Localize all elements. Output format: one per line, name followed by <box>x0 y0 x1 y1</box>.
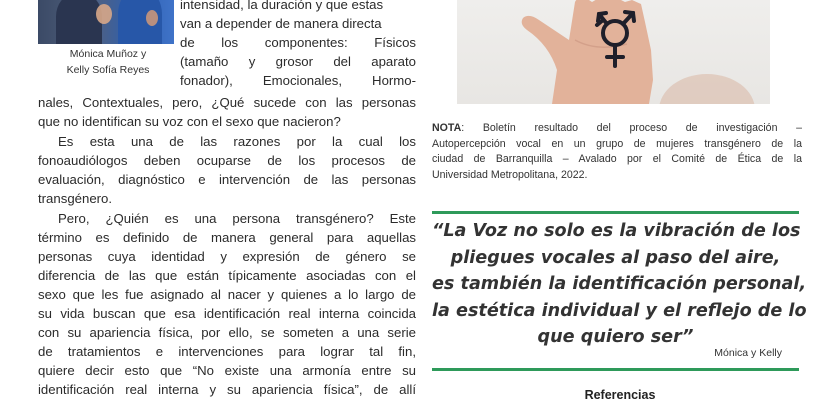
author-face-left <box>96 4 112 24</box>
pull-quote <box>432 218 807 351</box>
body-line: intensidad, la duración y que estas <box>180 0 384 12</box>
nota-line-text: : Boletín resultado del proceso de investigación – <box>461 122 802 134</box>
nota-line <box>432 121 802 137</box>
body-line: evaluación, diagnóstico e intervención de las personas <box>38 172 416 187</box>
nota-label: NOTA <box>432 122 462 134</box>
quote-top-rule <box>432 211 799 214</box>
nota-line: Universidad Metropolitana, 2022. <box>432 168 588 181</box>
body-line: identificación real interna y su apariencia física”, de allí <box>38 382 416 397</box>
body-line: Es esta una de las razones por la cual los <box>58 134 416 149</box>
quote-author: Mónica y Kelly <box>714 347 782 359</box>
body-line: de los componentes: Físicos <box>180 35 416 50</box>
body-line: transgénero. <box>38 191 113 206</box>
body-line: término es definido de manera general para aquellas <box>38 230 416 245</box>
nota-line: ciudad de Barranquilla – Avalado por el Comité de Ética de la <box>432 153 802 165</box>
body-line: de tratamientos e intervenciones para lograr tal fin, <box>38 344 416 359</box>
body-line: Pero, ¿Quién es una persona transgénero? Este <box>58 211 416 226</box>
body-line: quiere decir esto que “No existe una armonía entre su <box>38 363 416 378</box>
quote-line: la estética individual y el reflejo de lo <box>432 300 807 321</box>
quote-line: que quiero ser” <box>537 327 694 347</box>
body-line: fonoaudiólogos deben ocuparse de los procesos de <box>38 153 416 168</box>
body-line: diferencia de las que están típicamente asociadas con el <box>38 268 416 283</box>
caption-line: Kelly Sofía Reyes <box>66 64 150 76</box>
photo-caption <box>38 46 178 78</box>
body-line: sexo que les fue asignado al nacer y quienes a lo largo de <box>38 287 416 302</box>
body-line: su vida buscan que esa identificación real interna coincida <box>38 306 416 321</box>
body-line: que no identifican su voz con el sexo que nacieron? <box>38 114 341 129</box>
nota-note <box>432 121 802 183</box>
quote-line: es también la identificación personal, <box>432 274 807 294</box>
authors-photo <box>38 0 174 44</box>
body-line: personas cuya identidad y expresión de género se <box>38 249 416 264</box>
body-line: con su apariencia física, por ello, se someten a una serie <box>38 325 416 340</box>
body-line: nales, Contextuales, pero, ¿Qué sucede con las personas <box>38 95 416 110</box>
body-line: (tamaño y grosor del aparato <box>180 54 416 69</box>
body-line: fonador), Emocionales, Hormo- <box>180 73 416 88</box>
caption-line: Mónica Muñoz y <box>69 48 147 60</box>
body-line: van a depender de manera directa <box>180 16 382 31</box>
nota-line: Autopercepción vocal en un grupo de mujeres transgénero de la <box>432 137 802 150</box>
quote-line: pliegues vocales al paso del aire, <box>450 247 781 268</box>
quote-line: “La Voz no solo es la vibración de los <box>432 221 801 241</box>
references-heading: Referencias <box>584 388 656 400</box>
hand-photo <box>457 0 770 104</box>
author-figure-left <box>56 0 102 44</box>
quote-bottom-rule <box>432 368 799 371</box>
author-face-right <box>146 10 158 26</box>
